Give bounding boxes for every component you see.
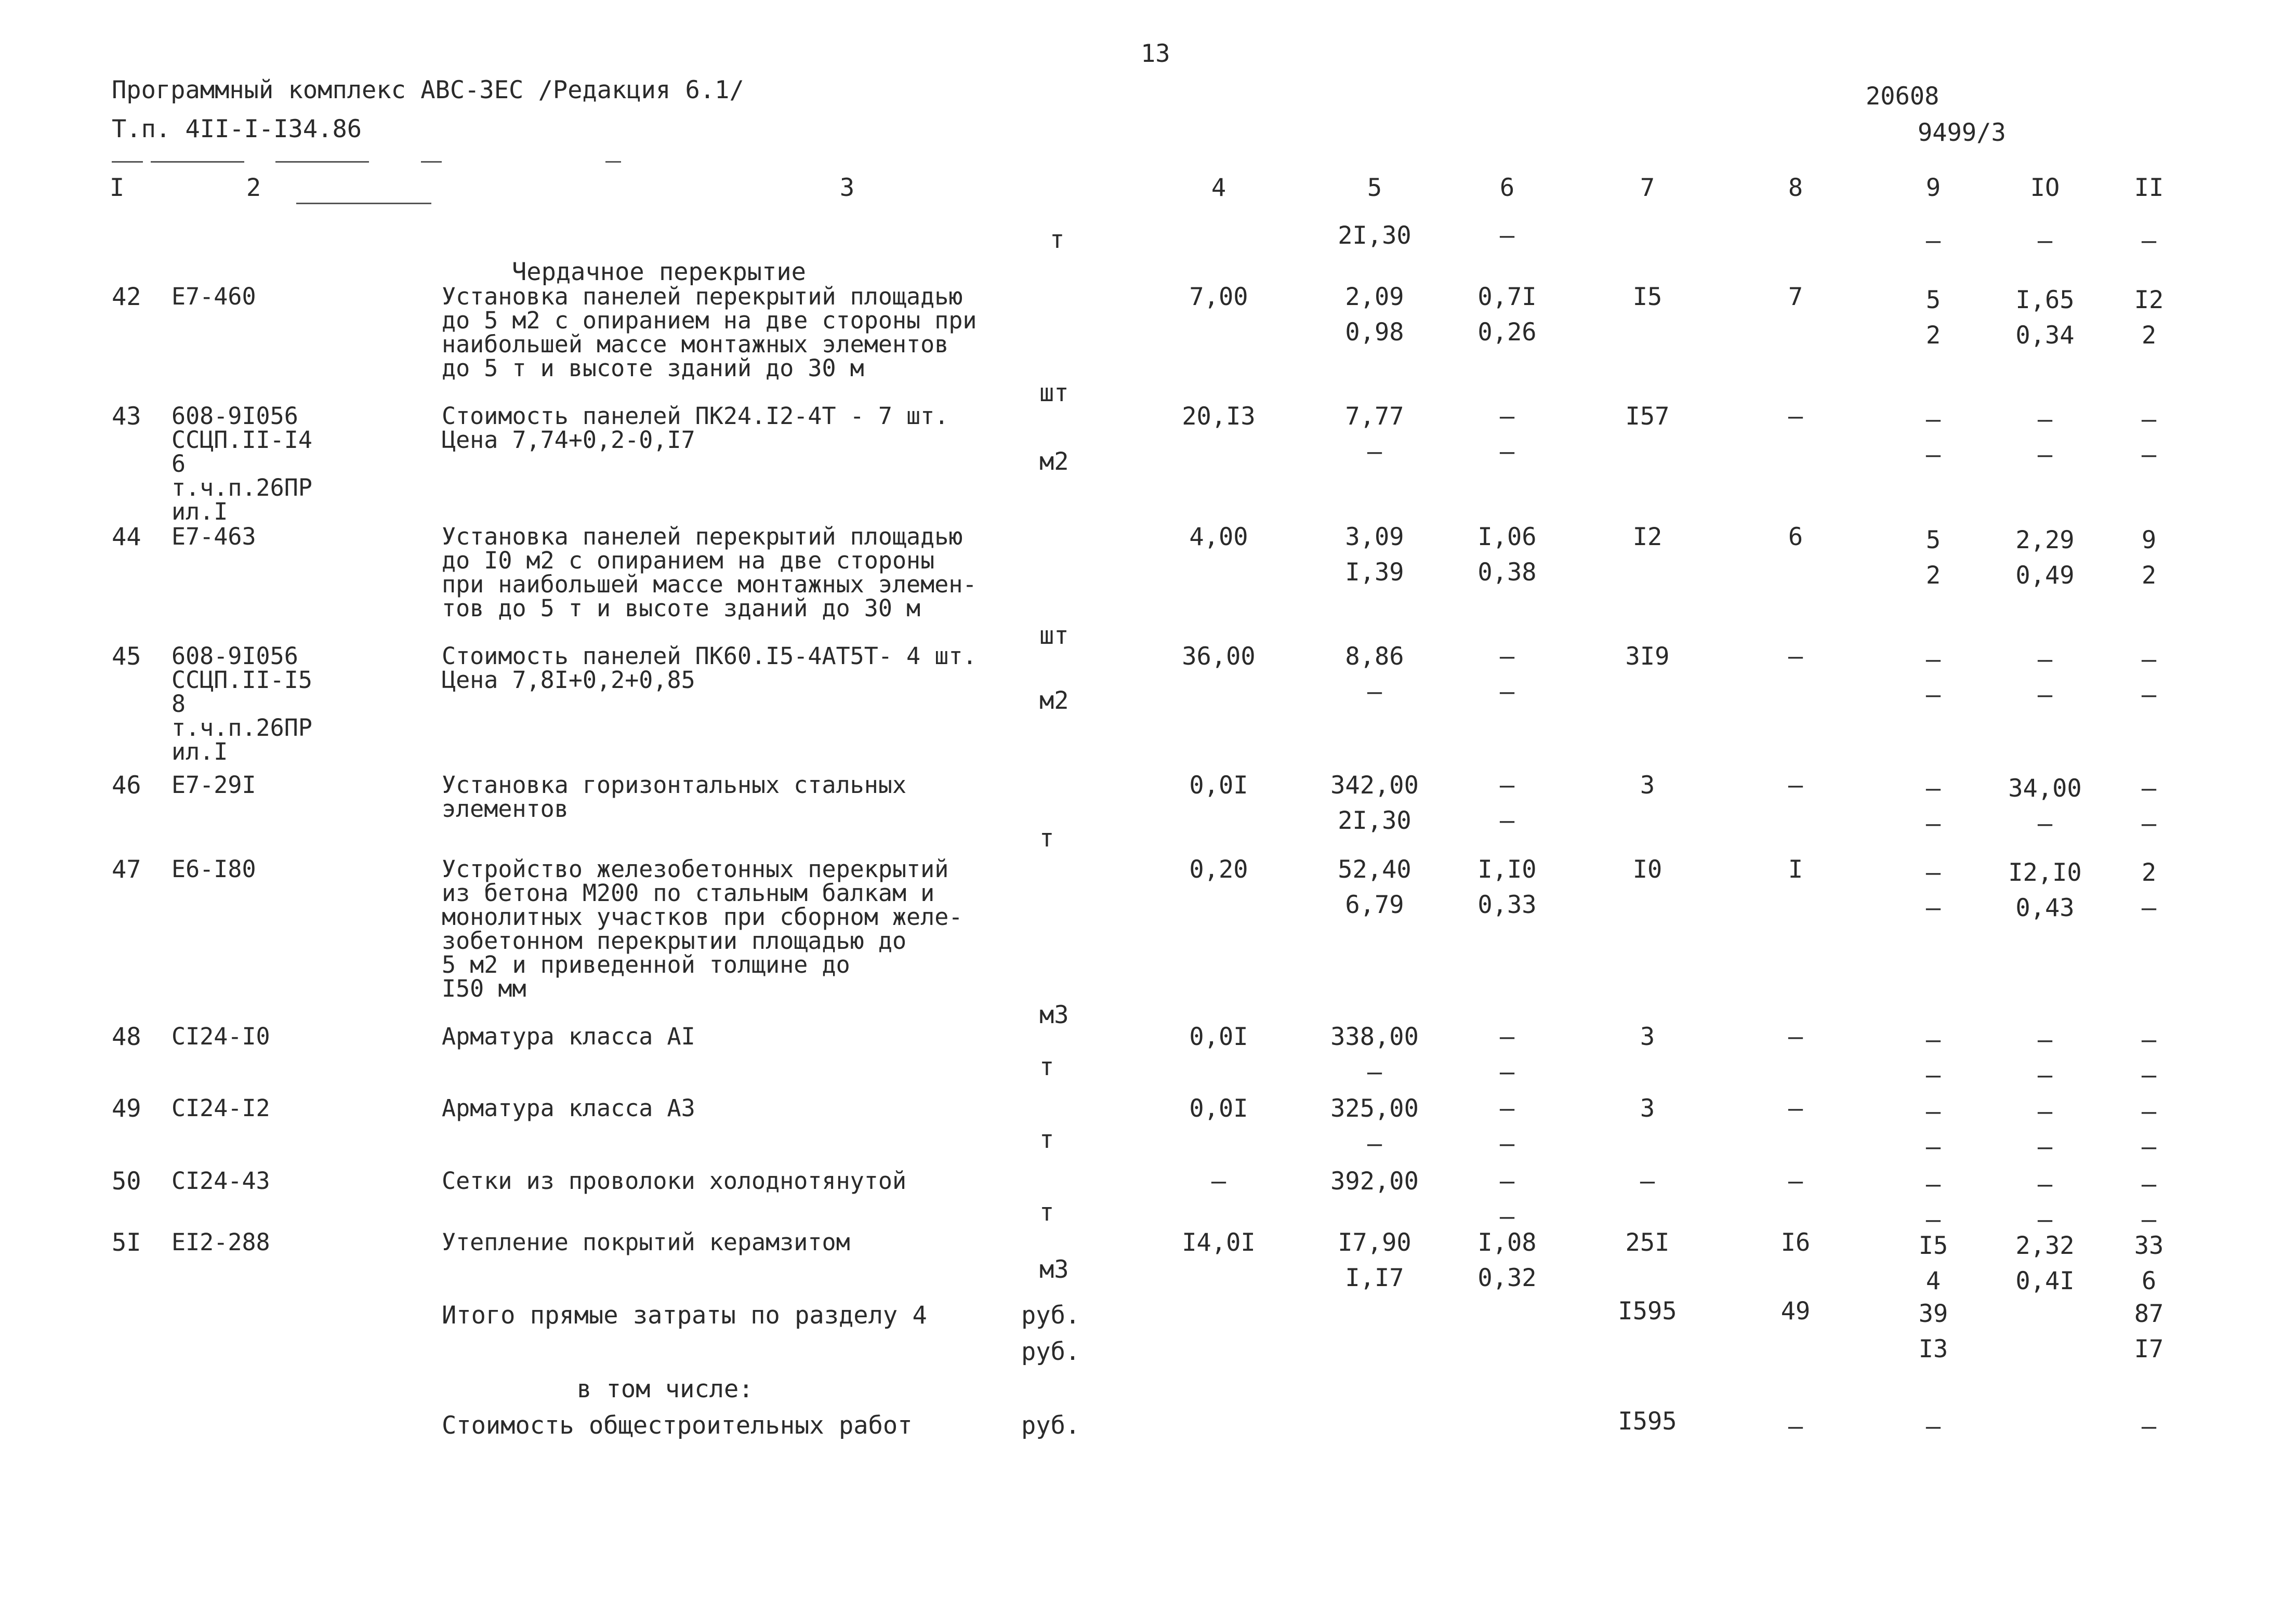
cell-c7: 25I — [1625, 1228, 1670, 1257]
cell-c11: 2 — [2141, 561, 2157, 590]
row-description: 5 м2 и приведенной толщине до — [442, 951, 850, 978]
cell-c5: 342,00 — [1330, 771, 1419, 800]
cell-c10: – — [2037, 1133, 2053, 1161]
cell-c10: – — [2037, 441, 2053, 469]
cell-c11: – — [2141, 645, 2157, 674]
row-code: 608-9I056 — [171, 642, 298, 670]
header-rule — [151, 161, 244, 163]
header-rule — [605, 161, 621, 163]
row-description: монолитных участков при сборном желе- — [442, 903, 963, 931]
cell-c11: – — [2141, 810, 2157, 838]
row-code: ССЦП.II-I5 — [171, 666, 312, 694]
cell-c11: – — [2141, 1026, 2157, 1054]
project-number: Т.п. 4II-I-I34.86 — [112, 115, 362, 143]
cell-c5: 2I,30 — [1338, 806, 1411, 835]
cell-c5: 2,09 — [1345, 283, 1404, 311]
cell-c9: – — [1925, 227, 1941, 255]
cell-c8: 6 — [1788, 523, 1803, 551]
cell-c10: – — [2037, 1026, 2053, 1054]
row-code: СI24-I2 — [171, 1094, 270, 1122]
cell-c9: 2 — [1925, 321, 1941, 350]
row-code: СI24-43 — [171, 1167, 270, 1195]
cell-c5: – — [1367, 1130, 1382, 1158]
cell-c9: 5 — [1925, 286, 1941, 314]
row-description: Установка панелей перекрытий площадью — [442, 283, 963, 310]
cell-c9: – — [1925, 645, 1941, 674]
cell-c9: – — [1925, 681, 1941, 709]
cell-c6: – — [1499, 1094, 1515, 1123]
row-number: 45 — [112, 642, 141, 671]
cell-c4: – — [1211, 1167, 1226, 1196]
cell-c7: 3 — [1640, 1023, 1655, 1051]
cell-c4: 0,0I — [1189, 1094, 1248, 1123]
cell-c5: – — [1367, 1058, 1382, 1087]
cell-c7: I57 — [1625, 402, 1670, 431]
cell-c11: – — [2141, 441, 2157, 469]
cell-c5: 3,09 — [1345, 523, 1404, 551]
cell-c5: 325,00 — [1330, 1094, 1419, 1123]
row-code: 6 — [171, 450, 186, 478]
cell-c4: 36,00 — [1182, 642, 1256, 671]
row-unit: м2 — [1039, 686, 1069, 715]
cell-c4: 20,I3 — [1182, 402, 1256, 431]
including-label: в том числе: — [577, 1375, 754, 1404]
cell-c9: – — [1925, 441, 1941, 469]
totals-c11: 87 — [2134, 1300, 2164, 1328]
row-code: Е7-463 — [171, 523, 256, 550]
totals-unit: руб. — [1021, 1301, 1080, 1330]
cell-c10: 0,34 — [2015, 321, 2075, 350]
cell-c8: I6 — [1780, 1228, 1811, 1257]
cell-c9: – — [1925, 1026, 1941, 1054]
cell-c10: 2,29 — [2015, 526, 2075, 554]
totals-c9: I3 — [1918, 1335, 1948, 1363]
general-c8: – — [1788, 1412, 1803, 1441]
row-description: Установка горизонтальных стальных — [442, 771, 907, 799]
row-code: ил.I — [171, 738, 228, 765]
cell-c6: – — [1499, 1167, 1515, 1196]
row-description: Арматура класса АI — [442, 1023, 695, 1050]
cell-c9: – — [1925, 858, 1941, 887]
cell-c9: 5 — [1925, 526, 1941, 554]
general-c7: I595 — [1618, 1407, 1677, 1436]
doc-sub-code: 9499/3 — [1918, 118, 2006, 147]
cell-c5: 338,00 — [1330, 1023, 1419, 1051]
row-unit: т — [1039, 824, 1054, 853]
general-unit: руб. — [1021, 1411, 1080, 1440]
cell-c6: – — [1499, 1202, 1515, 1231]
row-description: I50 мм — [442, 975, 526, 1002]
cell-c11: 6 — [2141, 1267, 2157, 1295]
row-code: СI24-I0 — [171, 1023, 270, 1050]
row-unit: м2 — [1039, 447, 1069, 476]
cell-c6: – — [1499, 438, 1515, 466]
cell-c8: – — [1788, 1167, 1803, 1196]
cell-c4: 4,00 — [1189, 523, 1248, 551]
totals-c8: 49 — [1780, 1297, 1811, 1326]
row-unit: м3 — [1039, 1255, 1069, 1284]
cell-c6: – — [1499, 771, 1515, 800]
cell-c9: – — [1925, 774, 1941, 803]
cell-c9: – — [1925, 1170, 1941, 1199]
row-number: 43 — [112, 402, 141, 431]
header-rule — [275, 161, 369, 163]
cell-c9: – — [1925, 1133, 1941, 1161]
cell-c4: 0,20 — [1189, 855, 1248, 884]
totals-label: Итого прямые затраты по разделу 4 — [442, 1301, 927, 1330]
column-header-11: II — [2134, 174, 2164, 202]
row-unit: т — [1039, 1198, 1054, 1227]
row-number: 42 — [112, 283, 141, 311]
row-description: Арматура класса А3 — [442, 1094, 695, 1122]
row-code: т.ч.п.26ПР — [171, 714, 312, 742]
row-description: Сетки из проволоки холоднотянутой — [442, 1167, 907, 1195]
row-description: Стоимость панелей ПК60.I5-4АТ5Т- 4 шт. — [442, 642, 977, 670]
row-description: Утепление покрытий керамзитом — [442, 1228, 850, 1256]
totals-c9: 39 — [1918, 1300, 1948, 1328]
cell-c10: – — [2037, 1061, 2053, 1090]
row-description: до 5 т и высоте зданий до 30 м — [442, 354, 864, 382]
general-c9: – — [1925, 1412, 1941, 1441]
cell-c11: – — [2141, 1061, 2157, 1090]
cell-c11: – — [2141, 405, 2157, 434]
cell-c6: – — [1499, 1023, 1515, 1051]
cell-c11: – — [2141, 894, 2157, 922]
cell-c11: – — [2141, 1170, 2157, 1199]
cell-c5: – — [1367, 438, 1382, 466]
row-code: 8 — [171, 690, 186, 718]
cell-c10: – — [2037, 1170, 2053, 1199]
row-unit: т — [1039, 1126, 1054, 1154]
cell-c5: 7,77 — [1345, 402, 1404, 431]
cell-c9: – — [1925, 894, 1941, 922]
cell-c11: I2 — [2134, 286, 2164, 314]
cell-c9: – — [1925, 405, 1941, 434]
cell-c6: – — [1499, 402, 1515, 431]
cell-c9: I5 — [1918, 1232, 1948, 1260]
row-code: Е7-29I — [171, 771, 256, 799]
cell-c9: – — [1925, 1097, 1941, 1126]
cell-c10: – — [2037, 405, 2053, 434]
cell-c6: – — [1499, 642, 1515, 671]
row-description: тов до 5 т и высоте зданий до 30 м — [442, 594, 921, 622]
cell-c7: I0 — [1632, 855, 1662, 884]
cell-c11: 2 — [2141, 321, 2157, 350]
row-description: Цена 7,8I+0,2+0,85 — [442, 666, 695, 694]
cell-c8: – — [1788, 1023, 1803, 1051]
unit-label: т — [1050, 226, 1065, 254]
cell-c11: 2 — [2141, 858, 2157, 887]
row-description: Цена 7,74+0,2-0,I7 — [442, 426, 695, 454]
cell-c5: 6,79 — [1345, 891, 1404, 919]
cell-c7: 3 — [1640, 771, 1655, 800]
cell-c9: 2 — [1925, 561, 1941, 590]
cell-c10: – — [2037, 645, 2053, 674]
cell-c6: – — [1499, 1130, 1515, 1158]
row-code: Е7-460 — [171, 283, 256, 310]
cell-c5: 392,00 — [1330, 1167, 1419, 1196]
row-unit: шт — [1039, 621, 1069, 650]
cell-c8: I — [1788, 855, 1803, 884]
cell-c5: 52,40 — [1338, 855, 1411, 884]
column-header-6: 6 — [1499, 174, 1515, 202]
cell-c11: – — [2141, 1133, 2157, 1161]
row-number: 44 — [112, 523, 141, 551]
row-code: ССЦП.II-I4 — [171, 426, 312, 454]
row-description: при наибольшей массе монтажных элемен- — [442, 571, 977, 598]
totals-c7: I595 — [1618, 1297, 1677, 1326]
cell-c6: 0,32 — [1477, 1264, 1537, 1292]
cell-c10: 0,49 — [2015, 561, 2075, 590]
cell-c10: 2,32 — [2015, 1232, 2075, 1260]
cell-c5: 0,98 — [1345, 318, 1404, 347]
row-description: Устройство железобетонных перекрытий — [442, 855, 949, 883]
cell-c6: – — [1499, 221, 1515, 250]
row-unit: шт — [1039, 379, 1069, 407]
row-description: из бетона М200 по стальным балкам и — [442, 879, 935, 907]
cell-c8: 7 — [1788, 283, 1803, 311]
cell-c10: 0,43 — [2015, 894, 2075, 922]
cell-c11: – — [2141, 1097, 2157, 1126]
cell-c5: – — [1367, 678, 1382, 706]
cell-c9: 4 — [1925, 1267, 1941, 1295]
row-description: наибольшей массе монтажных элементов — [442, 330, 949, 358]
cell-c4: 0,0I — [1189, 771, 1248, 800]
cell-c5: 2I,30 — [1338, 221, 1411, 250]
column-header-1: I — [109, 174, 125, 202]
cell-c4: 7,00 — [1189, 283, 1248, 311]
header-rule — [296, 203, 431, 204]
cell-c8: – — [1788, 771, 1803, 800]
general-label: Стоимость общестроительных работ — [442, 1411, 913, 1440]
row-description: элементов — [442, 795, 569, 823]
cell-c8: – — [1788, 642, 1803, 671]
cell-c11: 9 — [2141, 526, 2157, 554]
row-description: зобетонном перекрытии площадью до — [442, 927, 907, 955]
cell-c6: I,I0 — [1477, 855, 1537, 884]
column-header-7: 7 — [1640, 174, 1655, 202]
program-title: Программный комплекс АВС-3ЕС /Редакция 6.1/ — [112, 76, 744, 104]
cell-c7: 3I9 — [1625, 642, 1670, 671]
cell-c6: – — [1499, 678, 1515, 706]
row-number: 49 — [112, 1094, 141, 1123]
cell-c9: – — [1925, 1061, 1941, 1090]
cell-c5: 8,86 — [1345, 642, 1404, 671]
row-description: до 5 м2 с опиранием на две стороны при — [442, 307, 977, 334]
cell-c10: – — [2037, 227, 2053, 255]
cell-c4: I4,0I — [1182, 1228, 1256, 1257]
column-header-5: 5 — [1367, 174, 1382, 202]
row-number: 48 — [112, 1023, 141, 1051]
cell-c11: – — [2141, 681, 2157, 709]
totals-unit: руб. — [1021, 1338, 1080, 1366]
row-number: 5I — [112, 1228, 141, 1257]
cell-c7: I2 — [1632, 523, 1662, 551]
cell-c11: – — [2141, 1206, 2157, 1234]
cell-c10: – — [2037, 1097, 2053, 1126]
cell-c9: – — [1925, 1206, 1941, 1234]
cell-c5: I7,90 — [1338, 1228, 1411, 1257]
column-header-4: 4 — [1211, 174, 1226, 202]
cell-c8: – — [1788, 1094, 1803, 1123]
general-c11: – — [2141, 1412, 2157, 1441]
cell-c6: 0,38 — [1477, 558, 1537, 587]
header-rule — [112, 161, 143, 163]
row-number: 47 — [112, 855, 141, 884]
cell-c11: 33 — [2134, 1232, 2164, 1260]
cell-c5: I,I7 — [1345, 1264, 1404, 1292]
cell-c4: 0,0I — [1189, 1023, 1248, 1051]
totals-c11: I7 — [2134, 1335, 2164, 1363]
cell-c9: – — [1925, 810, 1941, 838]
cell-c7: 3 — [1640, 1094, 1655, 1123]
page-number: 13 — [1141, 39, 1170, 68]
cell-c10: – — [2037, 1206, 2053, 1234]
cell-c11: – — [2141, 227, 2157, 255]
cell-c8: – — [1788, 402, 1803, 431]
row-code: ЕI2-288 — [171, 1228, 270, 1256]
row-number: 50 — [112, 1167, 141, 1196]
cell-c6: 0,33 — [1477, 891, 1537, 919]
cell-c7: – — [1640, 1167, 1655, 1196]
section-title: Чердачное перекрытие — [512, 258, 806, 286]
header-rule — [421, 161, 442, 163]
cell-c7: I5 — [1632, 283, 1662, 311]
row-code: ил.I — [171, 498, 228, 525]
cell-c10: – — [2037, 681, 2053, 709]
column-header-8: 8 — [1788, 174, 1803, 202]
column-header-9: 9 — [1925, 174, 1941, 202]
column-header-10: IO — [2030, 174, 2060, 202]
cell-c6: – — [1499, 806, 1515, 835]
cell-c10: I2,I0 — [2008, 858, 2082, 887]
doc-code: 20608 — [1866, 82, 1939, 111]
row-code: т.ч.п.26ПР — [171, 474, 312, 501]
row-description: Стоимость панелей ПК24.I2-4Т - 7 шт. — [442, 402, 949, 430]
cell-c6: 0,7I — [1477, 283, 1537, 311]
row-description: Установка панелей перекрытий площадью — [442, 523, 963, 550]
cell-c6: I,06 — [1477, 523, 1537, 551]
row-unit: т — [1039, 1053, 1054, 1081]
column-header-3: 3 — [839, 174, 855, 202]
cell-c6: I,08 — [1477, 1228, 1537, 1257]
cell-c6: 0,26 — [1477, 318, 1537, 347]
cell-c5: I,39 — [1345, 558, 1404, 587]
cell-c10: – — [2037, 810, 2053, 838]
cell-c10: 0,4I — [2015, 1267, 2075, 1295]
row-unit: м3 — [1039, 1001, 1069, 1029]
cell-c10: I,65 — [2015, 286, 2075, 314]
cell-c6: – — [1499, 1058, 1515, 1087]
row-description: до I0 м2 с опиранием на две стороны — [442, 547, 935, 574]
row-code: Е6-I80 — [171, 855, 256, 883]
row-number: 46 — [112, 771, 141, 800]
cell-c11: – — [2141, 774, 2157, 803]
row-code: 608-9I056 — [171, 402, 298, 430]
column-header-2: 2 — [246, 174, 261, 202]
cell-c10: 34,00 — [2008, 774, 2082, 803]
